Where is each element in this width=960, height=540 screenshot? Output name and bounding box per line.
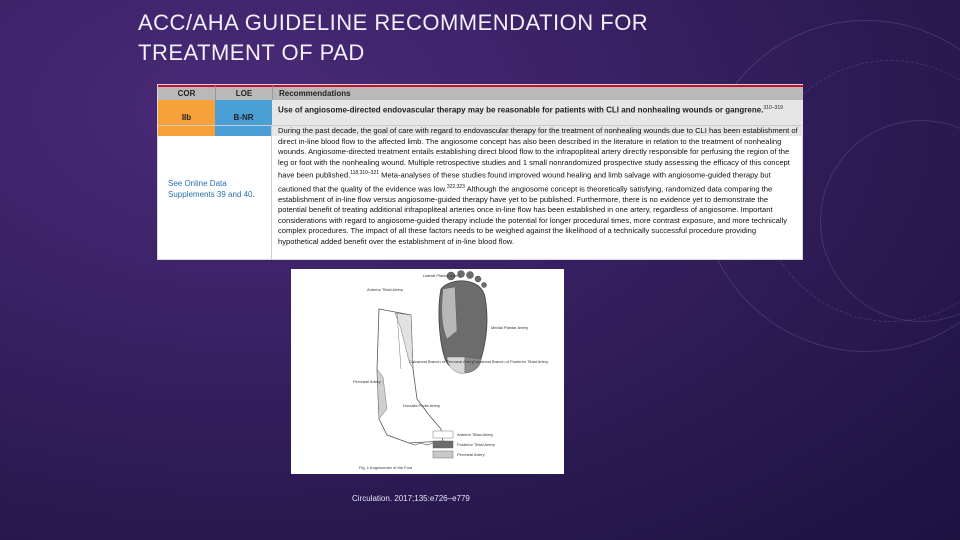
label-anterior-tibial: Anterior Tibial Artery	[367, 287, 404, 292]
label-medial-plantar: Medial Plantar Artery	[491, 325, 529, 330]
title-line-2: TREATMENT OF PAD	[138, 40, 365, 65]
column-divider	[271, 125, 272, 259]
figure-caption: Fig. 1 Angiosomes of the Foot	[359, 465, 413, 470]
cor-value: IIb	[158, 100, 215, 136]
body-part-1: During the past decade, the goal of care with regard to endovascular therapy for the treatment of nonhealing wounds due to CLI has been establishment of direct in-line blood flow to the affected limb. The angiosome concept has also been described in the literature in relation to the treatment of nonhealing wounds. Angiosome-directed treatment entails establishing direct blood flow to the infrapopliteal artery directly responsible for perfusing the region of the leg or foot with the nonhealing wound. Multiple retrospective studies and 1 small nonrandomized prospective study assessing the efficacy of this concept have been published.	[278, 126, 798, 180]
body-part-2: Meta-analyses of these studies found improved wound healing and limb salvage with angiosome-guided therapy but cautioned that the quality of the evidence was low.	[278, 170, 771, 194]
label-calcaneal-posterior: Calcaneal Branch of Posterior Tibial Artery	[473, 359, 549, 364]
label-calcaneal-peroneal: Calcaneal Branch of Peroneal Artery	[409, 359, 474, 364]
slide-title	[138, 8, 738, 68]
angiosome-figure	[291, 269, 564, 474]
header-loe: LOE	[215, 85, 272, 100]
legend-swatch-anterior	[433, 431, 453, 438]
legend-swatch-posterior	[433, 441, 453, 448]
legend-anterior: Anterior Tibial Artery	[457, 432, 494, 437]
loe-value: B-NR	[215, 100, 272, 136]
recommendation-refs: 310–319	[763, 105, 783, 111]
supporting-text	[278, 126, 798, 248]
legend-peroneal: Peroneal Artery	[457, 452, 485, 457]
body-refs-1: 118,310–321	[350, 170, 380, 177]
legend-swatch-peroneal	[433, 451, 453, 458]
foot-angiosome-illustration	[291, 269, 564, 474]
title-line-1: ACC/AHA GUIDELINE RECOMMENDATION FOR	[138, 10, 649, 35]
header-cor: COR	[158, 85, 215, 100]
supplement-note: See Online Data Supplements 39 and 40.	[168, 179, 255, 199]
citation: Circulation. 2017;135:e726–e779	[352, 494, 470, 503]
recommendation-statement: Use of angiosome-directed endovascular therapy may be reasonable for patients with CLI and nonhealing wounds or gangrene.	[278, 105, 764, 115]
legend-posterior: Posterior Tibial Artery	[457, 442, 496, 447]
label-dorsalis-pedis: Dorsalis Pedis Artery	[403, 403, 441, 408]
body-refs-2: 322,323	[446, 183, 465, 190]
recommendation-table	[157, 84, 803, 260]
label-lateral-plantar: Lateral Plantar Artery	[423, 273, 461, 278]
body-part-3: Although the angiosome concept is theoretically satisfying, randomized data comparing the establishment of in-line flow versus angiosome-guided therapy have yet to be published. Furthermore, there is no evidence yet to demonstrate the potential benefit of treating additional infrapopliteal arteries once in-line flow has been established in one artery, regardless of angiosome. Important considerations with regard to angiosome-guided therapy include the potential for longer procedural times, more contrast exposure, and more technically complex procedures. The impact of all these factors needs to be weighed against the likelihood of a technically successful procedure providing hypothetical added benefit over the establishment of in-line blood flow.	[278, 184, 788, 246]
header-recommendations: Recommendations	[272, 85, 803, 100]
label-peroneal: Peroneal Artery	[353, 379, 381, 384]
